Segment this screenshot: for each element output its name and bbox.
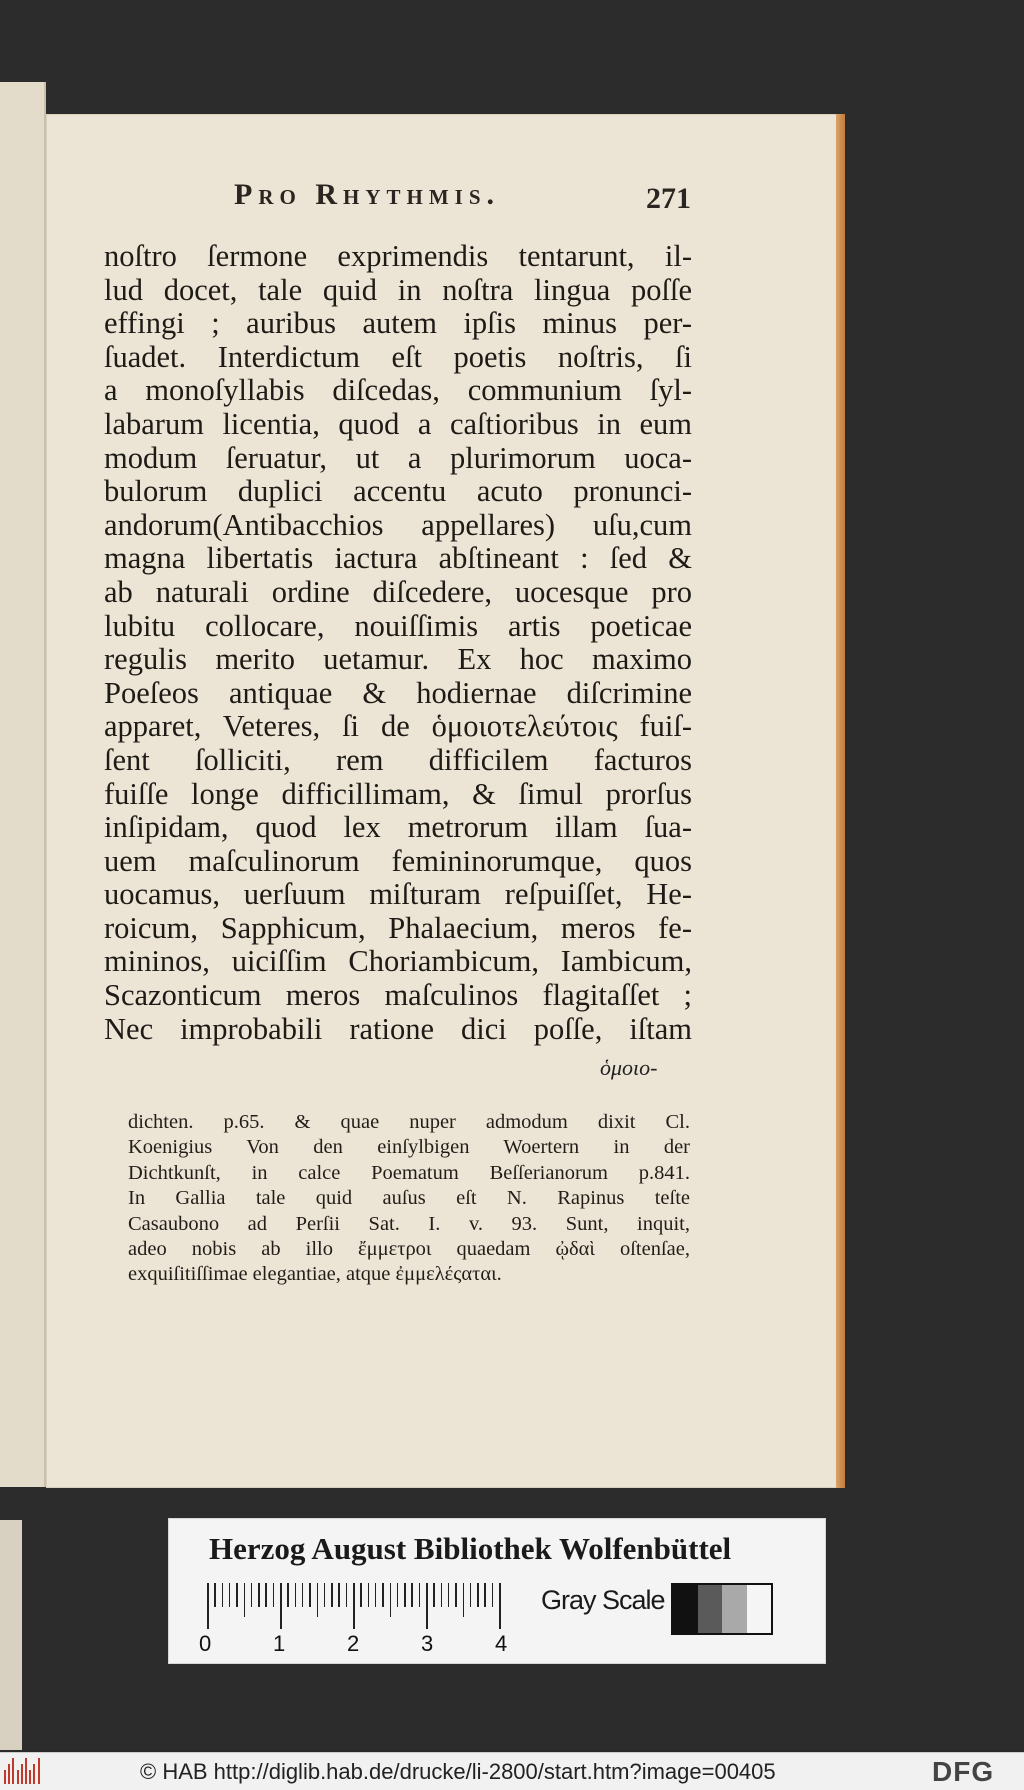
text-line: Nec improbabili ratione dici poſſe, iſtam [104,1011,692,1046]
gray-scale-label: Gray Scale [541,1585,665,1615]
text-line: ab naturali ordine diſcedere, uocesque pro [104,574,692,609]
ruler-tick [397,1583,399,1607]
ruler-tick [302,1583,304,1607]
ruler-tick [390,1583,392,1617]
ruler-tick [470,1583,472,1607]
ruler-tick [426,1583,428,1629]
ruler-tick [499,1583,501,1629]
text-line: ſuadet. Interdictum eſt poetis noſtris, ſi [104,339,692,374]
ruler-tick [222,1583,224,1607]
ruler-tick [317,1583,319,1617]
ruler-tick [484,1583,486,1607]
text-line: noſtro ſermone exprimendis tentarunt, il- [104,239,692,273]
ruler-tick [433,1583,435,1607]
text-line: labarum licentia, quod a caſtioribus in eum [104,406,692,441]
ruler-tick [309,1583,311,1607]
text-line: inſipidam, quod lex metrorum illam ſua- [104,810,692,845]
ruler-label: 2 [347,1631,360,1656]
copyright-url[interactable]: © HAB http://diglib.hab.de/drucke/li-2800/start.htm?image=00405 [140,1759,776,1784]
ruler-tick [287,1583,289,1607]
text-line: modum ſeruatur, ut a plurimorum uoca- [104,440,692,475]
footnote-line: dichten. p.65. & quae nuper admodum dixit Cl. [128,1111,690,1133]
text-line: apparet, Veteres, ſi de ὁμοιοτελεύτοις fuiſ- [104,709,692,744]
viewer-footer [0,1752,1024,1790]
ruler-tick [346,1583,348,1607]
ruler-label: 4 [495,1631,508,1656]
footnote-line: Dichtkunſt, in calce Poematum Beſſerianorum p.841. [128,1161,690,1184]
ruler-tick [477,1583,479,1607]
gray-swatch [747,1585,772,1633]
running-title: Pro Rhythmis. [234,178,501,211]
footnote-line: Casaubono ad Perſii Sat. I. v. 93. Sunt, inquit, [128,1212,690,1235]
footnote [128,1110,690,1288]
text-line: mininos, uiciſſim Choriambicum, Iambicum, [104,944,692,979]
footnote-line: In Gallia tale quid auſus eſt N. Rapinus teſte [128,1187,690,1210]
text-line: regulis merito uetamur. Ex hoc maximo [104,642,692,677]
footnote-line: adeo nobis ab illo ἔμμετροι quaedam ᾠδαὶ oſtenſae, [128,1237,690,1260]
text-line: fuiſſe longe difficillimam, & ſimul prorſus [104,776,692,811]
ruler-tick [382,1583,384,1607]
ruler-tick [258,1583,260,1607]
ruler-tick [338,1583,340,1607]
gray-swatch [673,1585,698,1633]
body-text [104,240,692,1046]
ruler-tick [455,1583,457,1607]
color-target-card [168,1518,826,1664]
ruler-tick [411,1583,413,1607]
ruler-tick [404,1583,406,1607]
ruler-label: 3 [421,1631,434,1656]
ruler-tick [229,1583,231,1607]
ruler-tick [280,1583,282,1629]
text-line: Poeſeos antiquae & hodiernae diſcrimine [104,675,692,710]
page-number: 271 [646,182,691,215]
ruler-tick [324,1583,326,1607]
ruler-labels [199,1631,519,1655]
ruler-tick [214,1583,216,1607]
ruler-tick [375,1583,377,1607]
ruler-tick [273,1583,275,1607]
ruler-tick [251,1583,253,1607]
ruler-tick [419,1583,421,1607]
facing-page-lower-edge [0,1520,22,1750]
ruler-tick [207,1583,209,1629]
footnote-line: exquiſitiſſimae elegantiae, atque ἐμμελέςαται. [128,1263,502,1286]
ruler-tick [463,1583,465,1617]
dfg-logo: DFG [932,1756,995,1787]
facing-page-edge [0,82,46,1487]
text-line: effingi ; auribus autem ipſis minus per- [104,306,692,341]
ruler-tick [448,1583,450,1607]
ruler-label: 0 [199,1631,212,1656]
ruler-tick [368,1583,370,1607]
ruler-tick [492,1583,494,1607]
page-gilt-edge [836,114,845,1488]
gray-scale-swatches [671,1583,773,1635]
hab-logo-icon [4,1758,44,1784]
library-name: Herzog August Bibliothek Wolfenbüttel [209,1531,732,1566]
footnote-line: Koenigius Von den einſylbigen Woertern in der [128,1136,690,1159]
ruler-tick [265,1583,267,1607]
catchword: ὁμοιο- [600,1055,658,1080]
ruler-tick [331,1583,333,1607]
text-line: Scazonticum meros maſculinos flagitaſſet ; [104,978,692,1013]
gray-swatch [698,1585,723,1633]
ruler-label: 1 [273,1631,286,1656]
ruler-tick [244,1583,246,1617]
text-line: uocamus, uerſuum miſturam reſpuiſſet, He- [104,877,692,912]
text-line: magna libertatis iactura abſtineant : ſed & [104,541,692,576]
ruler-tick [353,1583,355,1629]
ruler-tick [236,1583,238,1607]
text-line: a monoſyllabis diſcedas, communium ſyl- [104,373,692,408]
text-line: roicum, Sapphicum, Phalaecium, meros fe- [104,910,692,945]
text-line: uem maſculinorum femininorumque, quos [104,843,692,878]
text-line: ſent ſolliciti, rem difficilem facturos [104,742,692,777]
ruler-tick [295,1583,297,1607]
text-line: andorum(Antibacchios appellares) uſu,cum [104,507,692,542]
ruler-tick [360,1583,362,1607]
ruler-tick [441,1583,443,1607]
running-head [126,178,706,224]
text-line: lubitu collocare, nouiſſimis artis poeticae [104,608,692,643]
text-line: lud docet, tale quid in noſtra lingua poſſe [104,272,692,307]
text-line: bulorum duplici accentu acuto pronunci- [104,474,692,509]
measurement-ruler [207,1583,507,1629]
gray-swatch [722,1585,747,1633]
